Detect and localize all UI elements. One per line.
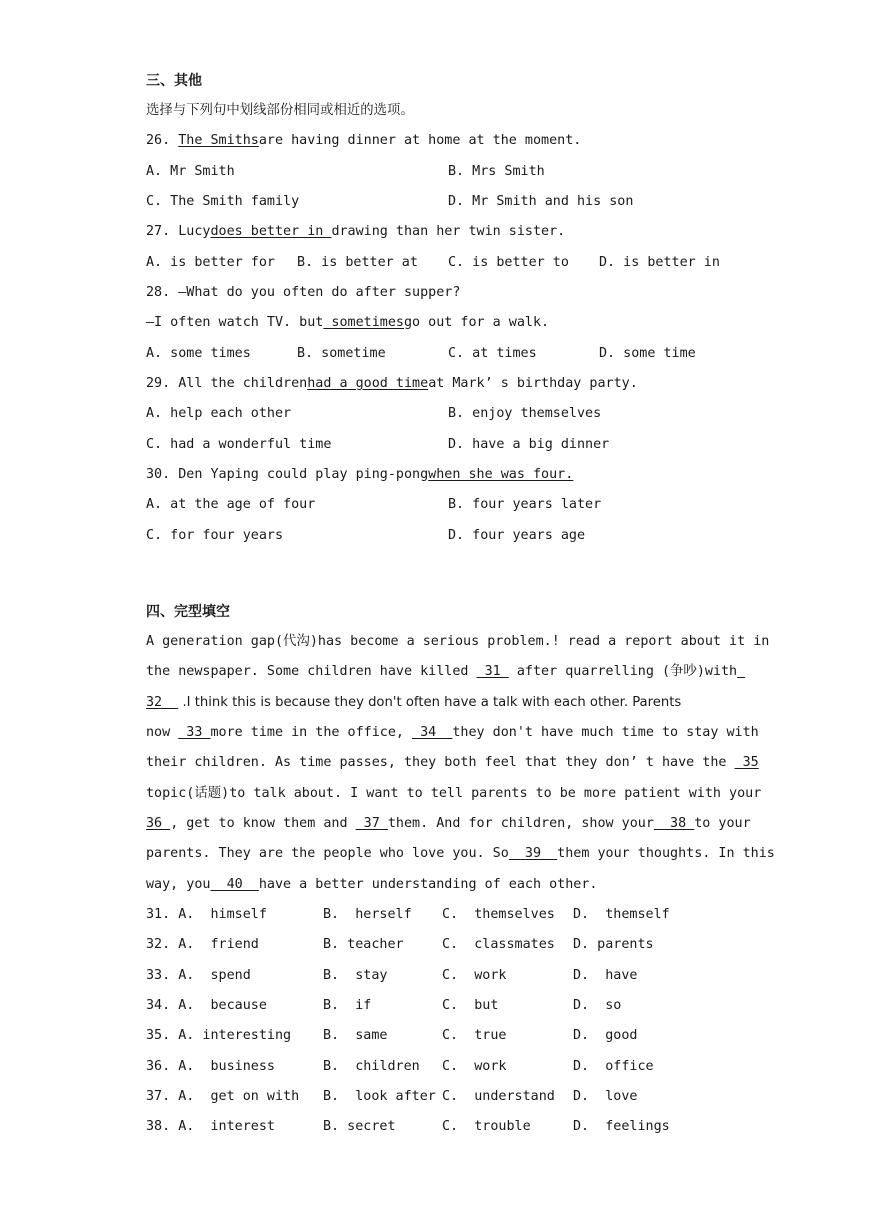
underlined-phrase: The Smiths — [178, 133, 259, 148]
option-30a: A. at the age of four — [146, 497, 316, 512]
option-b: B. same — [323, 1028, 388, 1043]
underlined-phrase: sometimes — [323, 315, 404, 330]
question-28-answer: —I often watch TV. but sometimesgo out for a walk. — [146, 315, 550, 330]
option-a: 33. A. spend — [146, 968, 251, 983]
option-b: B. children — [323, 1059, 420, 1074]
option-b: B. look after — [323, 1089, 436, 1104]
option-a: 32. A. friend — [146, 937, 259, 952]
passage-line: the newspaper. Some children have killed 31 after quarrelling (争吵)with — [146, 663, 745, 681]
option-a: 36. A. business — [146, 1059, 275, 1074]
instruction: 选择与下列句中划线部份相同或相近的选项。 — [146, 103, 414, 118]
option-d: D. feelings — [573, 1119, 670, 1134]
option-c: C. true — [442, 1028, 507, 1043]
blank-33: 33 — [178, 725, 211, 740]
underlined-phrase: does better in — [210, 224, 332, 239]
option-c: C. trouble — [442, 1119, 531, 1134]
underlined-phrase: when she was four. — [428, 467, 574, 482]
question-30: 30. Den Yaping could play ping-pongwhen she was four. — [146, 467, 574, 482]
option-d: D. love — [573, 1089, 638, 1104]
option-c: C. classmates — [442, 937, 555, 952]
blank-38: 38 — [653, 816, 695, 831]
option-b: B. herself — [323, 907, 412, 922]
blank-36: 36 — [146, 816, 171, 831]
option-a: 34. A. because — [146, 998, 267, 1013]
option-b: B. teacher — [323, 937, 404, 952]
question-26: 26. The Smithsare having dinner at home at the moment. — [146, 133, 582, 148]
option-28b: B. sometime — [297, 346, 386, 361]
passage-line: topic(话题)to talk about. I want to tell parents to be more patient with your — [146, 786, 762, 801]
option-27b: B. is better at — [297, 255, 418, 270]
option-a: 37. A. get on with — [146, 1089, 300, 1104]
option-26d: D. Mr Smith and his son — [448, 194, 634, 209]
question-27: 27. Lucydoes better in drawing than her twin sister. — [146, 224, 566, 239]
option-c: C. but — [442, 998, 499, 1013]
option-30c: C. for four years — [146, 528, 284, 543]
option-d: D. office — [573, 1059, 654, 1074]
section-heading-3: 三、其他 — [146, 73, 202, 89]
option-29a: A. help each other — [146, 406, 292, 421]
option-b: B. stay — [323, 968, 388, 983]
blank-39: 39 — [508, 846, 558, 861]
option-26a: A. Mr Smith — [146, 164, 235, 179]
option-30d: D. four years age — [448, 528, 586, 543]
passage-line: way, you 40 have a better understanding of each other. — [146, 877, 598, 892]
option-d: D. parents — [573, 937, 654, 952]
passage-line: parents. They are the people who love you. So 39 them your thoughts. In this — [146, 846, 775, 861]
option-28c: C. at times — [448, 346, 537, 361]
option-c: C. work — [442, 1059, 507, 1074]
blank-37: 37 — [355, 816, 388, 831]
option-30b: B. four years later — [448, 497, 602, 512]
option-26b: B. Mrs Smith — [448, 164, 545, 179]
option-28a: A. some times — [146, 346, 251, 361]
option-29b: B. enjoy themselves — [448, 406, 602, 421]
option-26c: C. The Smith family — [146, 194, 300, 209]
option-a: 31. A. himself — [146, 907, 267, 922]
option-29d: D. have a big dinner — [448, 437, 610, 452]
option-c: C. themselves — [442, 907, 555, 922]
option-c: C. work — [442, 968, 507, 983]
section-heading-4: 四、完型填空 — [146, 604, 230, 620]
blank-35: 35 — [734, 755, 759, 770]
passage-line: 36 , get to know them and 37 them. And for children, show your 38 to your — [146, 816, 751, 831]
passage-line: their children. As time passes, they both feel that they don’ t have the 35 — [146, 755, 759, 770]
underlined-phrase: had a good time — [307, 376, 429, 391]
underline-tail — [737, 664, 745, 679]
passage-line: A generation gap(代沟)has become a serious problem.! read a report about it in — [146, 634, 770, 649]
blank-34: 34 — [412, 725, 453, 740]
option-29c: C. had a wonderful time — [146, 437, 332, 452]
option-27d: D. is better in — [599, 255, 720, 270]
question-29: 29. All the childrenhad a good timeat Mark’ s birthday party. — [146, 376, 638, 391]
option-d: D. good — [573, 1028, 638, 1043]
option-27c: C. is better to — [448, 255, 569, 270]
option-d: D. have — [573, 968, 638, 983]
passage-line: 32 .I think this is because they don't often have a talk with each other. Parents — [146, 695, 682, 710]
option-a: 38. A. interest — [146, 1119, 275, 1134]
option-28d: D. some time — [599, 346, 696, 361]
option-d: D. so — [573, 998, 622, 1013]
option-b: B. if — [323, 998, 372, 1013]
blank-32: 32 — [146, 695, 179, 710]
option-b: B. secret — [323, 1119, 396, 1134]
question-28: 28. —What do you often do after supper? — [146, 285, 461, 300]
blank-31: 31 — [476, 664, 509, 679]
option-a: 35. A. interesting — [146, 1028, 292, 1043]
blank-40: 40 — [210, 877, 259, 892]
passage-line: now 33 more time in the office, 34 they don't have much time to stay with — [146, 725, 759, 740]
option-d: D. themself — [573, 907, 670, 922]
option-27a: A. is better for — [146, 255, 275, 270]
option-c: C. understand — [442, 1089, 555, 1104]
